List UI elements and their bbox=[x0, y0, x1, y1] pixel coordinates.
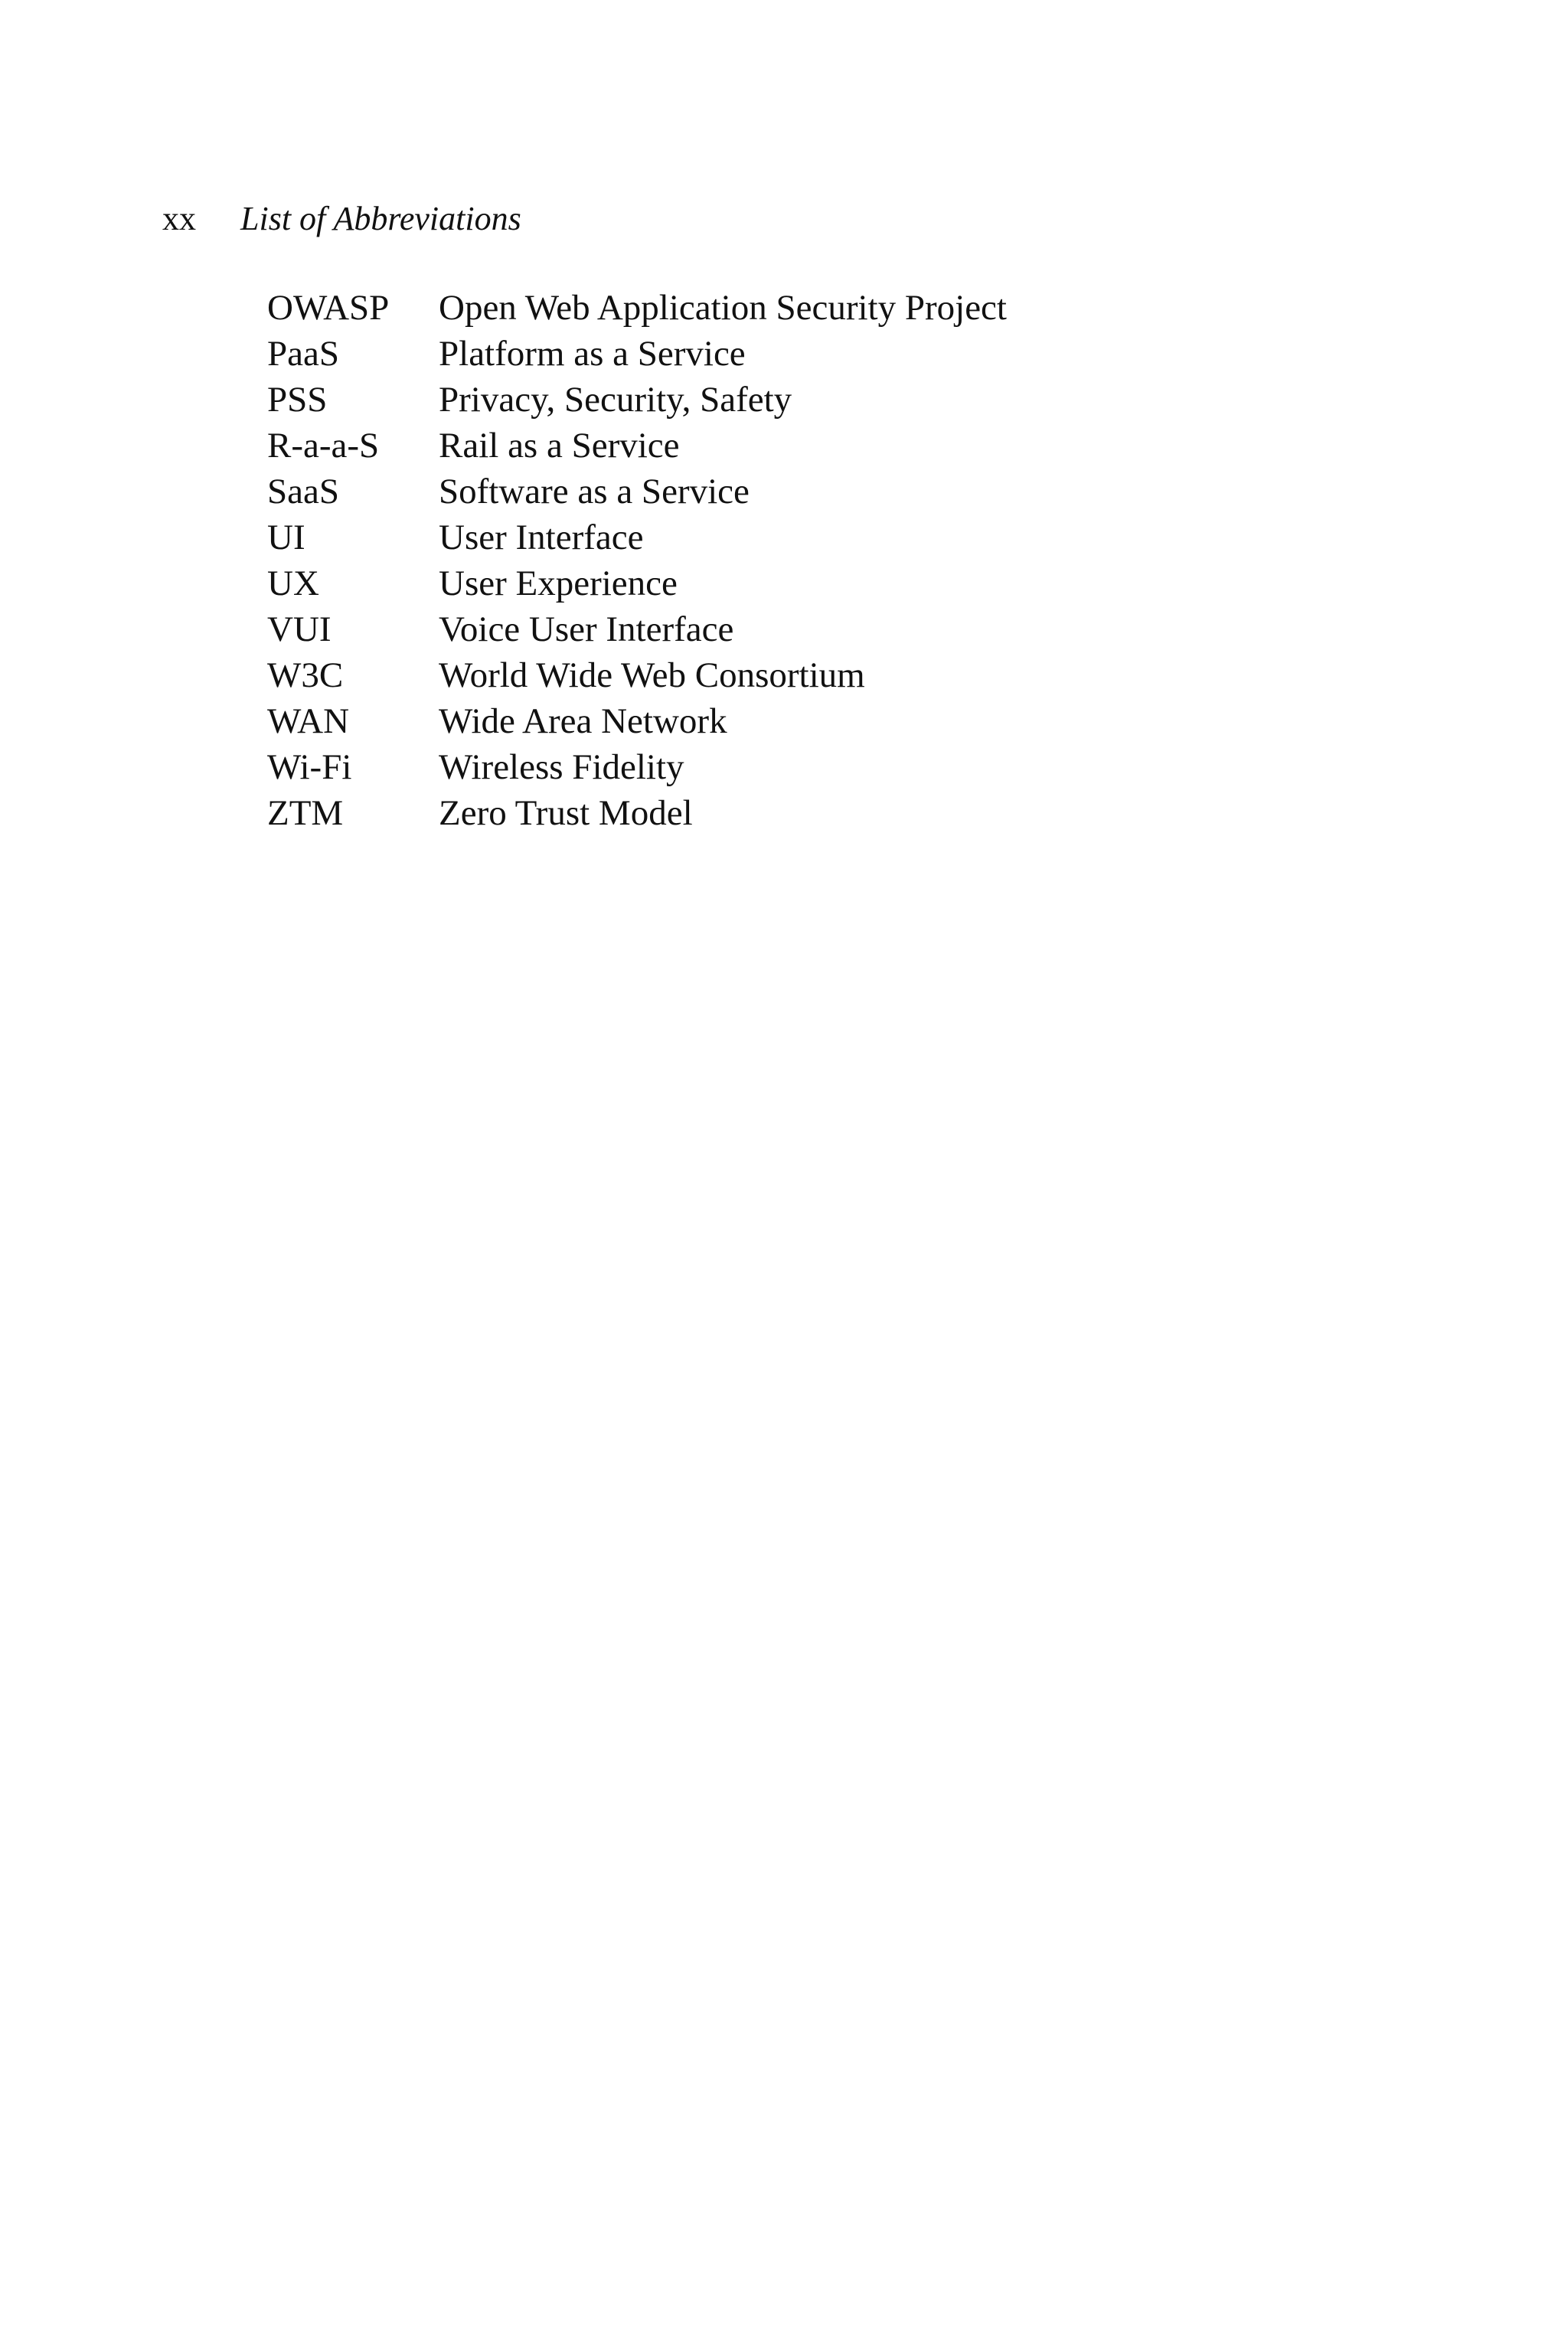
abbreviation-row bbox=[267, 285, 1007, 331]
abbreviation-term: WAN bbox=[267, 701, 350, 741]
abbreviation-row bbox=[267, 469, 1007, 514]
abbreviation-definition: Software as a Service bbox=[439, 472, 750, 511]
abbreviation-definition: Platform as a Service bbox=[439, 334, 746, 374]
abbreviation-definition: Voice User Interface bbox=[439, 609, 734, 649]
abbreviation-definition: Open Web Application Security Project bbox=[439, 288, 1007, 328]
abbreviation-row bbox=[267, 790, 1007, 836]
abbreviation-term: VUI bbox=[267, 609, 332, 649]
abbreviation-term: W3C bbox=[267, 655, 344, 695]
abbreviation-row bbox=[267, 744, 1007, 790]
abbreviation-row bbox=[267, 423, 1007, 469]
abbreviation-definition: Wide Area Network bbox=[439, 701, 727, 741]
abbreviation-list bbox=[267, 285, 1007, 836]
abbreviation-term: ZTM bbox=[267, 793, 344, 833]
abbreviation-term: R-a-a-S bbox=[267, 426, 380, 466]
abbreviation-term: PaaS bbox=[267, 334, 339, 374]
abbreviation-row bbox=[267, 514, 1007, 560]
page-number: xx bbox=[162, 200, 196, 237]
abbreviation-term: Wi-Fi bbox=[267, 747, 352, 787]
running-head bbox=[162, 198, 521, 240]
abbreviation-row bbox=[267, 652, 1007, 698]
abbreviation-definition: Zero Trust Model bbox=[439, 793, 693, 833]
abbreviation-row bbox=[267, 331, 1007, 377]
abbreviation-term: OWASP bbox=[267, 288, 390, 328]
abbreviation-definition: Privacy, Security, Safety bbox=[439, 380, 792, 420]
abbreviation-row bbox=[267, 560, 1007, 606]
abbreviation-term: SaaS bbox=[267, 472, 339, 511]
abbreviation-definition: World Wide Web Consortium bbox=[439, 655, 865, 695]
abbreviation-term: UI bbox=[267, 518, 305, 557]
abbreviation-definition: User Experience bbox=[439, 564, 678, 603]
abbreviation-row bbox=[267, 606, 1007, 652]
section-title: List of Abbreviations bbox=[240, 200, 521, 237]
abbreviation-row bbox=[267, 698, 1007, 744]
abbreviation-term: PSS bbox=[267, 380, 328, 420]
abbreviation-term: UX bbox=[267, 564, 319, 603]
abbreviation-definition: Wireless Fidelity bbox=[439, 747, 684, 787]
abbreviation-definition: User Interface bbox=[439, 518, 644, 557]
abbreviation-definition: Rail as a Service bbox=[439, 426, 680, 466]
abbreviation-row bbox=[267, 377, 1007, 423]
